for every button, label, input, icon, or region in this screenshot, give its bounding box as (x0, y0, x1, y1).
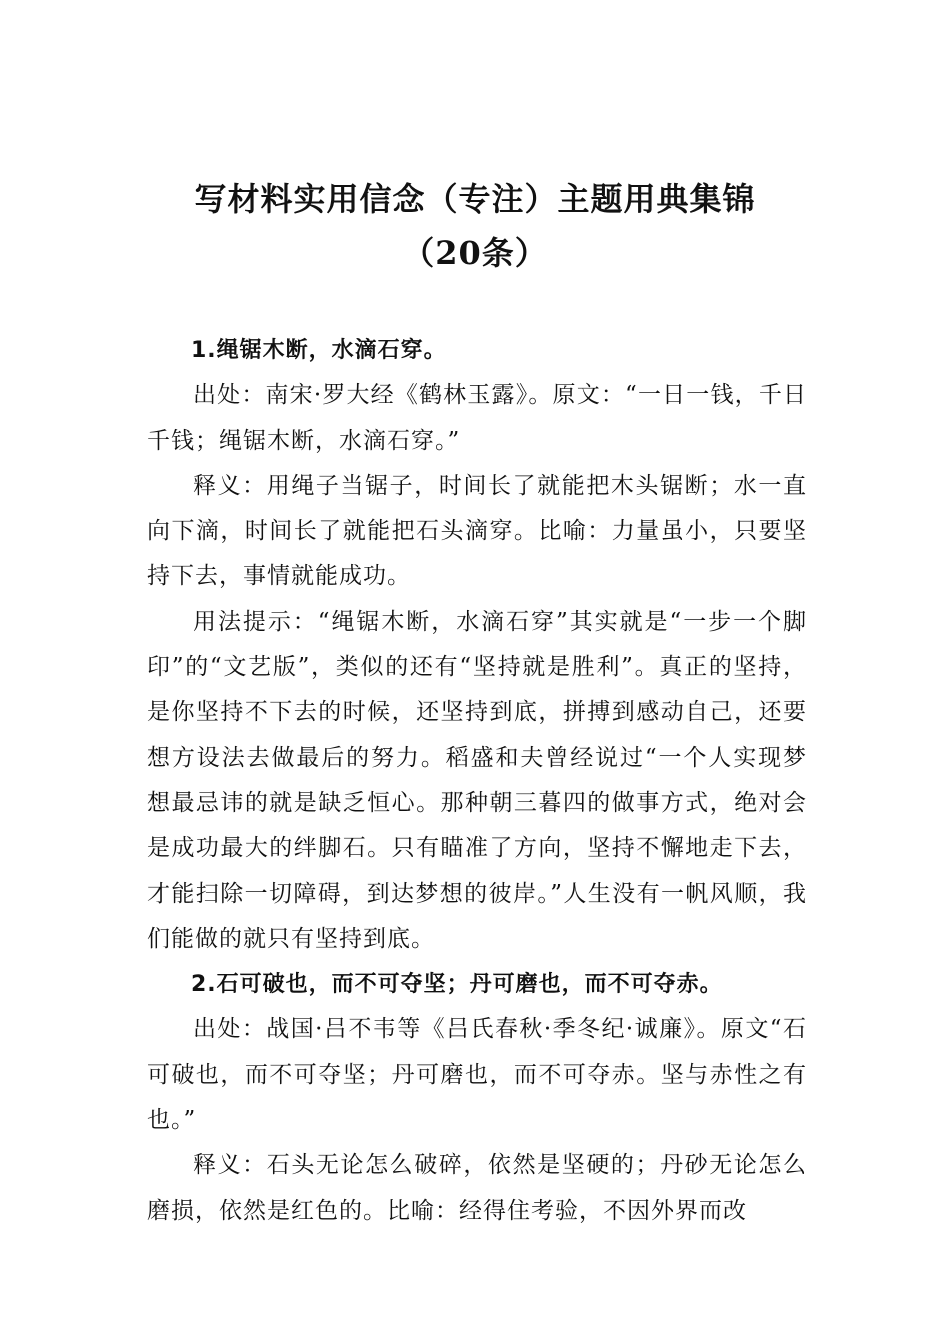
section-1-meaning: 释义：用绳子当锯子，时间长了就能把木头锯断；水一直向下滴，时间长了就能把石头滴穿。比喻：力量虽小，只要坚持下去，事情就能成功。 (147, 472, 807, 590)
document-body (147, 328, 807, 1234)
document-title (0, 172, 950, 280)
title-line-main: 写材料实用信念（专注）主题用典集锦 (194, 180, 756, 218)
section-2-source: 出处：战国·吕不韦等《吕氏春秋·季冬纪·诚廉》。原文“石可破也，而不可夺坚；丹可磨也，而不可夺赤。坚与赤性之有也。” (147, 1016, 807, 1134)
section-2-meaning: 释义：石头无论怎么破碎，依然是坚硬的；丹砂无论怎么磨损，依然是红色的。比喻：经得住考验，不因外界而改 (147, 1152, 807, 1224)
section-1-source: 出处：南宋·罗大经《鹤林玉露》。原文：“一日一钱，千日千钱；绳锯木断，水滴石穿。” (147, 382, 807, 454)
title-line-count: （20条） (402, 234, 548, 272)
section-1-usage: 用法提示：“绳锯木断，水滴石穿”其实就是“一步一个脚印”的“文艺版”，类似的还有“坚持就是胜利”。真正的坚持，是你坚持不下去的时候，还坚持到底，拼搏到感动自己，还要想方设法去做最后的努力。稻盛和夫曾经说过“一个人实现梦想最忌讳的就是缺乏恒心。那种朝三暮四的做事方式，绝对会是成功最大的绊脚石。只有瞄准了方向，坚持不懈地走下去，才能扫除一切障碍，到达梦想的彼岸。”人生没有一帆风顺，我们能做的就只有坚持到底。 (147, 608, 807, 952)
section-1-heading: 1.绳锯木断，水滴石穿。 (191, 338, 447, 363)
section-2-heading: 2.石可破也，而不可夺坚；丹可磨也，而不可夺赤。 (191, 972, 723, 998)
